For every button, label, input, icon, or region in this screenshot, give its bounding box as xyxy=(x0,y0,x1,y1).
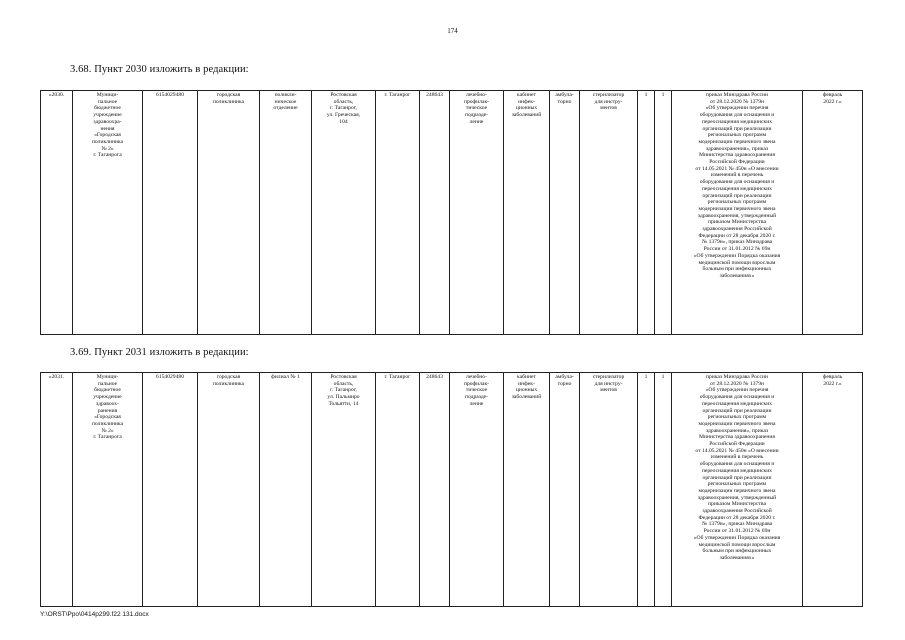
cell-type: городская поликлиника xyxy=(198,91,260,335)
file-path-footer: Y:\ORST\Ppo\0414p299.f22 131.docx xyxy=(40,611,149,618)
cell-qty-2: 1 xyxy=(655,91,672,335)
section-heading: 3.68. Пункт 2030 изложить в редакции: xyxy=(70,64,249,75)
cell-row-number: «2031. xyxy=(41,373,73,607)
section-heading: 3.69. Пункт 2031 изложить в редакции: xyxy=(70,347,249,358)
page-number: 174 xyxy=(447,27,458,35)
cell-department: поликли- ническое отделение xyxy=(260,91,312,335)
cell-mode: амбула- торно xyxy=(550,373,580,607)
cell-institution: Муници- пальное бюджетное учреждение здравоохра- нения «Городская поликлиника № 2» г. Таганрога xyxy=(73,91,143,335)
cell-date: февраль 2022 г.» xyxy=(803,373,863,607)
cell-qty-1: 1 xyxy=(638,91,655,335)
cell-date: февраль 2022 г.» xyxy=(803,91,863,335)
table-row xyxy=(41,91,863,335)
cell-qty-1: 1 xyxy=(638,373,655,607)
cell-address: Ростовская область, г. Таганрог, ул. Греческая, 104 xyxy=(312,91,376,335)
cell-qty-2: 1 xyxy=(655,373,672,607)
cell-address: Ростовская область, г. Таганрог, ул. Пальмиро Тольятти, 14 xyxy=(312,373,376,607)
cell-mode: амбула- торно xyxy=(550,91,580,335)
cell-row-number: «2030. xyxy=(41,91,73,335)
cell-basis: приказ Минздрава России от 28.12.2020 № 1379н «Об утверждении перечня оборудования для оснащения и переоснащения медицинских организаций при реализации региональных программ модернизации первичного звена здравоохранения», приказ Министерства здравоохранения Российской Федерации от 14.05.2021 № 450н «О внесении изменений в перечень оборудования для оснащения и переоснащения медицинских организаций при реализации региональных программ модернизации первичного звена здравоохранения, утвержденный приказом Министерства здравоохранения Российской Федерации от 28 декабря 2020 г. № 1379н», приказ Минздрава России от 31.01.2012 № 69н «Об утверждении Порядка оказания медицинской помощи взрослым больным при инфекционных заболеваниях» xyxy=(672,373,803,607)
cell-code: 248643 xyxy=(420,91,450,335)
registry-table xyxy=(40,90,863,335)
cell-inn: 6154029480 xyxy=(143,91,198,335)
cell-city: г. Таганрог xyxy=(376,91,420,335)
cell-institution: Муници- пальное бюджетное учреждение здравоох- ранения «Городская поликлиника № 2» г. Таганрога xyxy=(73,373,143,607)
cell-inn: 6154029480 xyxy=(143,373,198,607)
registry-table xyxy=(40,372,863,607)
cell-type: городская поликлиника xyxy=(198,373,260,607)
cell-unit: лечебно- профилак- тическое подразде- ление xyxy=(450,91,504,335)
cell-department: филиал № 1 xyxy=(260,373,312,607)
cell-unit: лечебно- профилак- тическое подразде- ление xyxy=(450,373,504,607)
cell-room: кабинет инфек- ционных заболеваний xyxy=(504,91,550,335)
cell-basis: приказ Минздрава России от 28.12.2020 № 1379н «Об утверждении перечня оборудования для оснащения и переоснащения медицинских организаций при реализации региональных программ модернизации первичного звена здравоохранения», приказ Министерства здравоохранения Российской Федерации от 14.05.2021 № 450н «О внесении изменений в перечень оборудования для оснащения и переоснащения медицинских организаций при реализации региональных программ модернизации первичного звена здравоохранения, утвержденный приказом Министерства здравоохранения Российской Федерации от 28 декабря 2020 г. № 1379н», приказ Минздрава России от 31.01.2012 № 69н «Об утверждении Порядка оказания медицинской помощи взрослым больным при инфекционных заболеваниях» xyxy=(672,91,803,335)
cell-code: 248643 xyxy=(420,373,450,607)
cell-room: кабинет инфек- ционных заболеваний xyxy=(504,373,550,607)
table-row xyxy=(41,373,863,607)
cell-city: г. Таганрог xyxy=(376,373,420,607)
cell-equipment: стерилизатор для инстру- ментов xyxy=(580,91,638,335)
cell-equipment: стерилизатор для инстру- ментов xyxy=(580,373,638,607)
